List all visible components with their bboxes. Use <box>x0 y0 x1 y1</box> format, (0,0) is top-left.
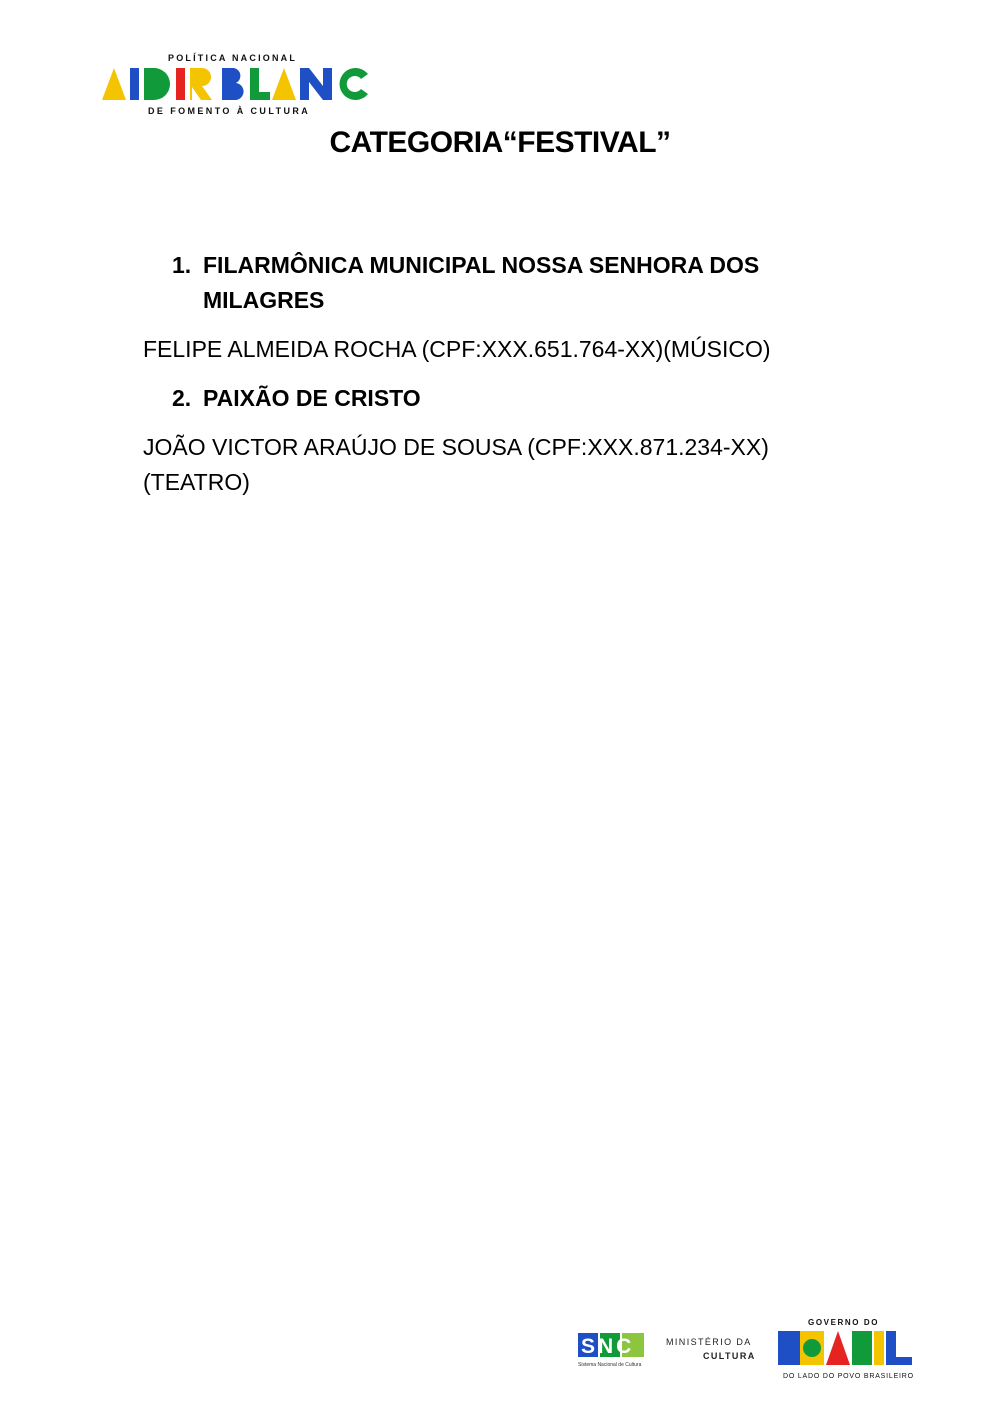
snc-text: SNC <box>581 1335 635 1358</box>
logo-main-text: ALDIR BLANC <box>102 100 109 101</box>
snc-logo <box>578 1333 644 1368</box>
logo-bottom-text: DE FOMENTO À CULTURA <box>148 106 311 116</box>
gov-main-text: BRASIL <box>778 1365 782 1366</box>
item-heading-text: FILARMÔNICA MUNICIPAL NOSSA SENHORA DOS MILAGRES <box>203 252 760 313</box>
gov-bottom-text: DO LADO DO POVO BRASILEIRO <box>783 1373 914 1380</box>
document-title: CATEGORIA“FESTIVAL” <box>329 126 671 159</box>
item-heading-text: PAIXÃO DE CRISTO <box>203 385 421 411</box>
gov-brasil-logo <box>778 1318 914 1380</box>
ministry-line2: CULTURA <box>703 1351 756 1361</box>
item-body-2: JOÃO VICTOR ARAÚJO DE SOUSA (CPF:XXX.871.234-XX) (TEATRO) <box>143 434 769 495</box>
footer-logos <box>578 1315 938 1385</box>
ministry-logo <box>666 1337 756 1361</box>
aldir-blanc-logo <box>100 48 380 122</box>
snc-subtitle: Sistema Nacional de Cultura <box>578 1362 642 1368</box>
item-heading-1 <box>172 248 793 318</box>
item-number: 1. <box>172 252 192 278</box>
item-body-1: FELIPE ALMEIDA ROCHA (CPF:XXX.651.764-XX)(MÚSICO) <box>143 336 771 362</box>
item-heading-2 <box>172 381 793 416</box>
logo-top-text: POLÍTICA NACIONAL <box>168 53 298 63</box>
ministry-line1: MINISTÉRIO DA <box>666 1337 752 1347</box>
gov-top-text: GOVERNO DO <box>808 1318 880 1327</box>
item-number: 2. <box>172 385 192 411</box>
